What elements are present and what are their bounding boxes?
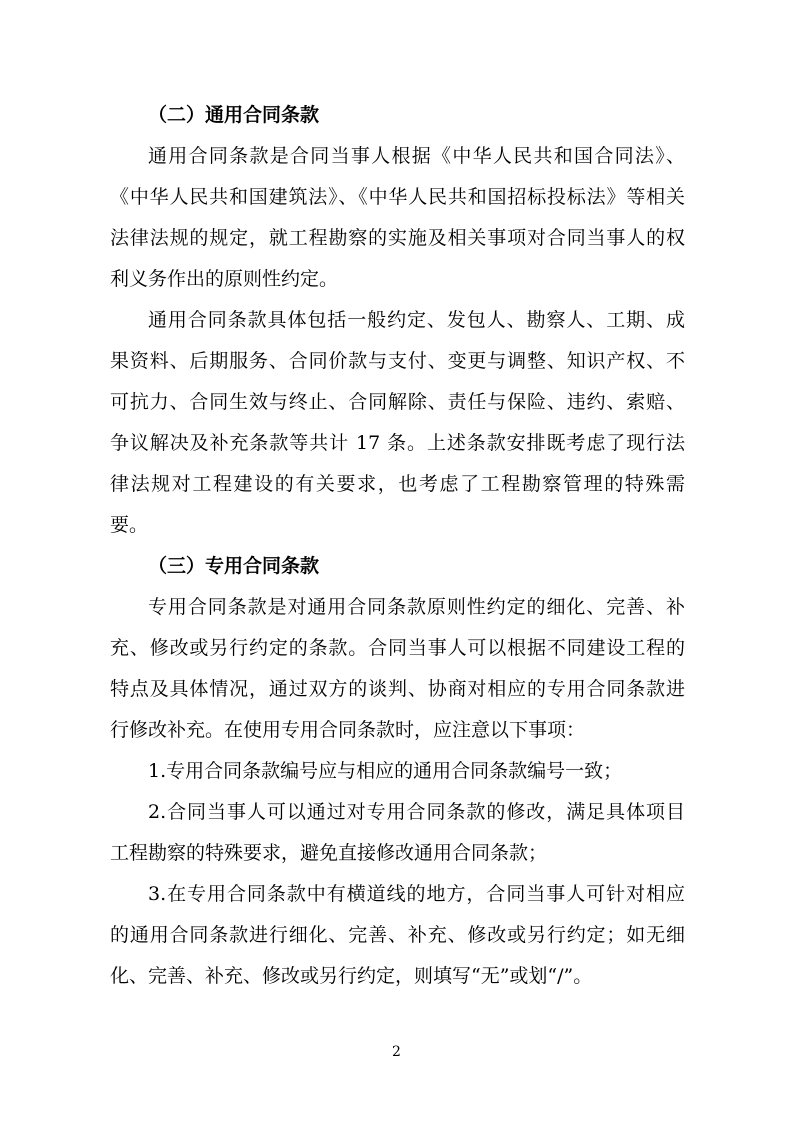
- paragraph: [110, 587, 685, 751]
- paragraph-line: 特点及具体情况，通过双方的谈判、协商对相应的专用合同条款进: [110, 678, 685, 700]
- paragraph-line: 利义务作出的原则性约定。: [110, 268, 339, 290]
- section-heading: （三）专用合同条款: [148, 555, 320, 577]
- paragraph: [110, 751, 685, 792]
- paragraph-line: 要。: [110, 514, 149, 536]
- paragraph-line: 通用合同条款具体包括一般约定、发包人、勘察人、工期、成: [148, 309, 685, 331]
- paragraph-line: 3.在专用合同条款中有横道线的地方，合同当事人可针对相应: [148, 883, 685, 905]
- paragraph: [110, 792, 685, 874]
- paragraph-line: 专用合同条款是对通用合同条款原则性约定的细化、完善、补: [148, 596, 685, 618]
- paragraph: [110, 300, 685, 546]
- paragraph-line: 充、修改或另行约定的条款。合同当事人可以根据不同建设工程的: [110, 637, 685, 659]
- section-heading: （二）通用合同条款: [148, 104, 320, 126]
- paragraph: [110, 874, 685, 997]
- paragraph-line: 《中华人民共和国建筑法》、《中华人民共和国招标投标法》等相关: [110, 186, 685, 208]
- paragraph-line: 工程勘察的特殊要求，避免直接修改通用合同条款；: [110, 842, 548, 864]
- page-number: 2: [392, 1044, 401, 1060]
- paragraph-line: 可抗力、合同生效与终止、合同解除、责任与保险、违约、索赔、: [110, 391, 685, 413]
- document-body: [110, 95, 685, 997]
- paragraph-line: 通用合同条款是合同当事人根据《中华人民共和国合同法》、: [148, 145, 685, 167]
- paragraph-line: 法律法规的规定，就工程勘察的实施及相关事项对合同当事人的权: [110, 227, 685, 249]
- paragraph-line: 化、完善、补充、修改或另行约定，则填写“无”或划“/”。: [110, 965, 593, 987]
- paragraph: [110, 136, 685, 300]
- paragraph-line: 律法规对工程建设的有关要求，也考虑了工程勘察管理的特殊需: [110, 473, 685, 495]
- paragraph-line: 1.专用合同条款编号应与相应的通用合同条款编号一致；: [148, 760, 623, 782]
- paragraph-line: 果资料、后期服务、合同价款与支付、变更与调整、知识产权、不: [110, 350, 685, 372]
- paragraph-line: 争议解决及补充条款等共计 17 条。上述条款安排既考虑了现行法: [110, 432, 685, 454]
- paragraph-line: 行修改补充。在使用专用合同条款时，应注意以下事项：: [110, 719, 586, 741]
- paragraph-line: 的通用合同条款进行细化、完善、补充、修改或另行约定；如无细: [110, 924, 685, 946]
- paragraph-line: 2.合同当事人可以通过对专用合同条款的修改，满足具体项目: [148, 801, 685, 823]
